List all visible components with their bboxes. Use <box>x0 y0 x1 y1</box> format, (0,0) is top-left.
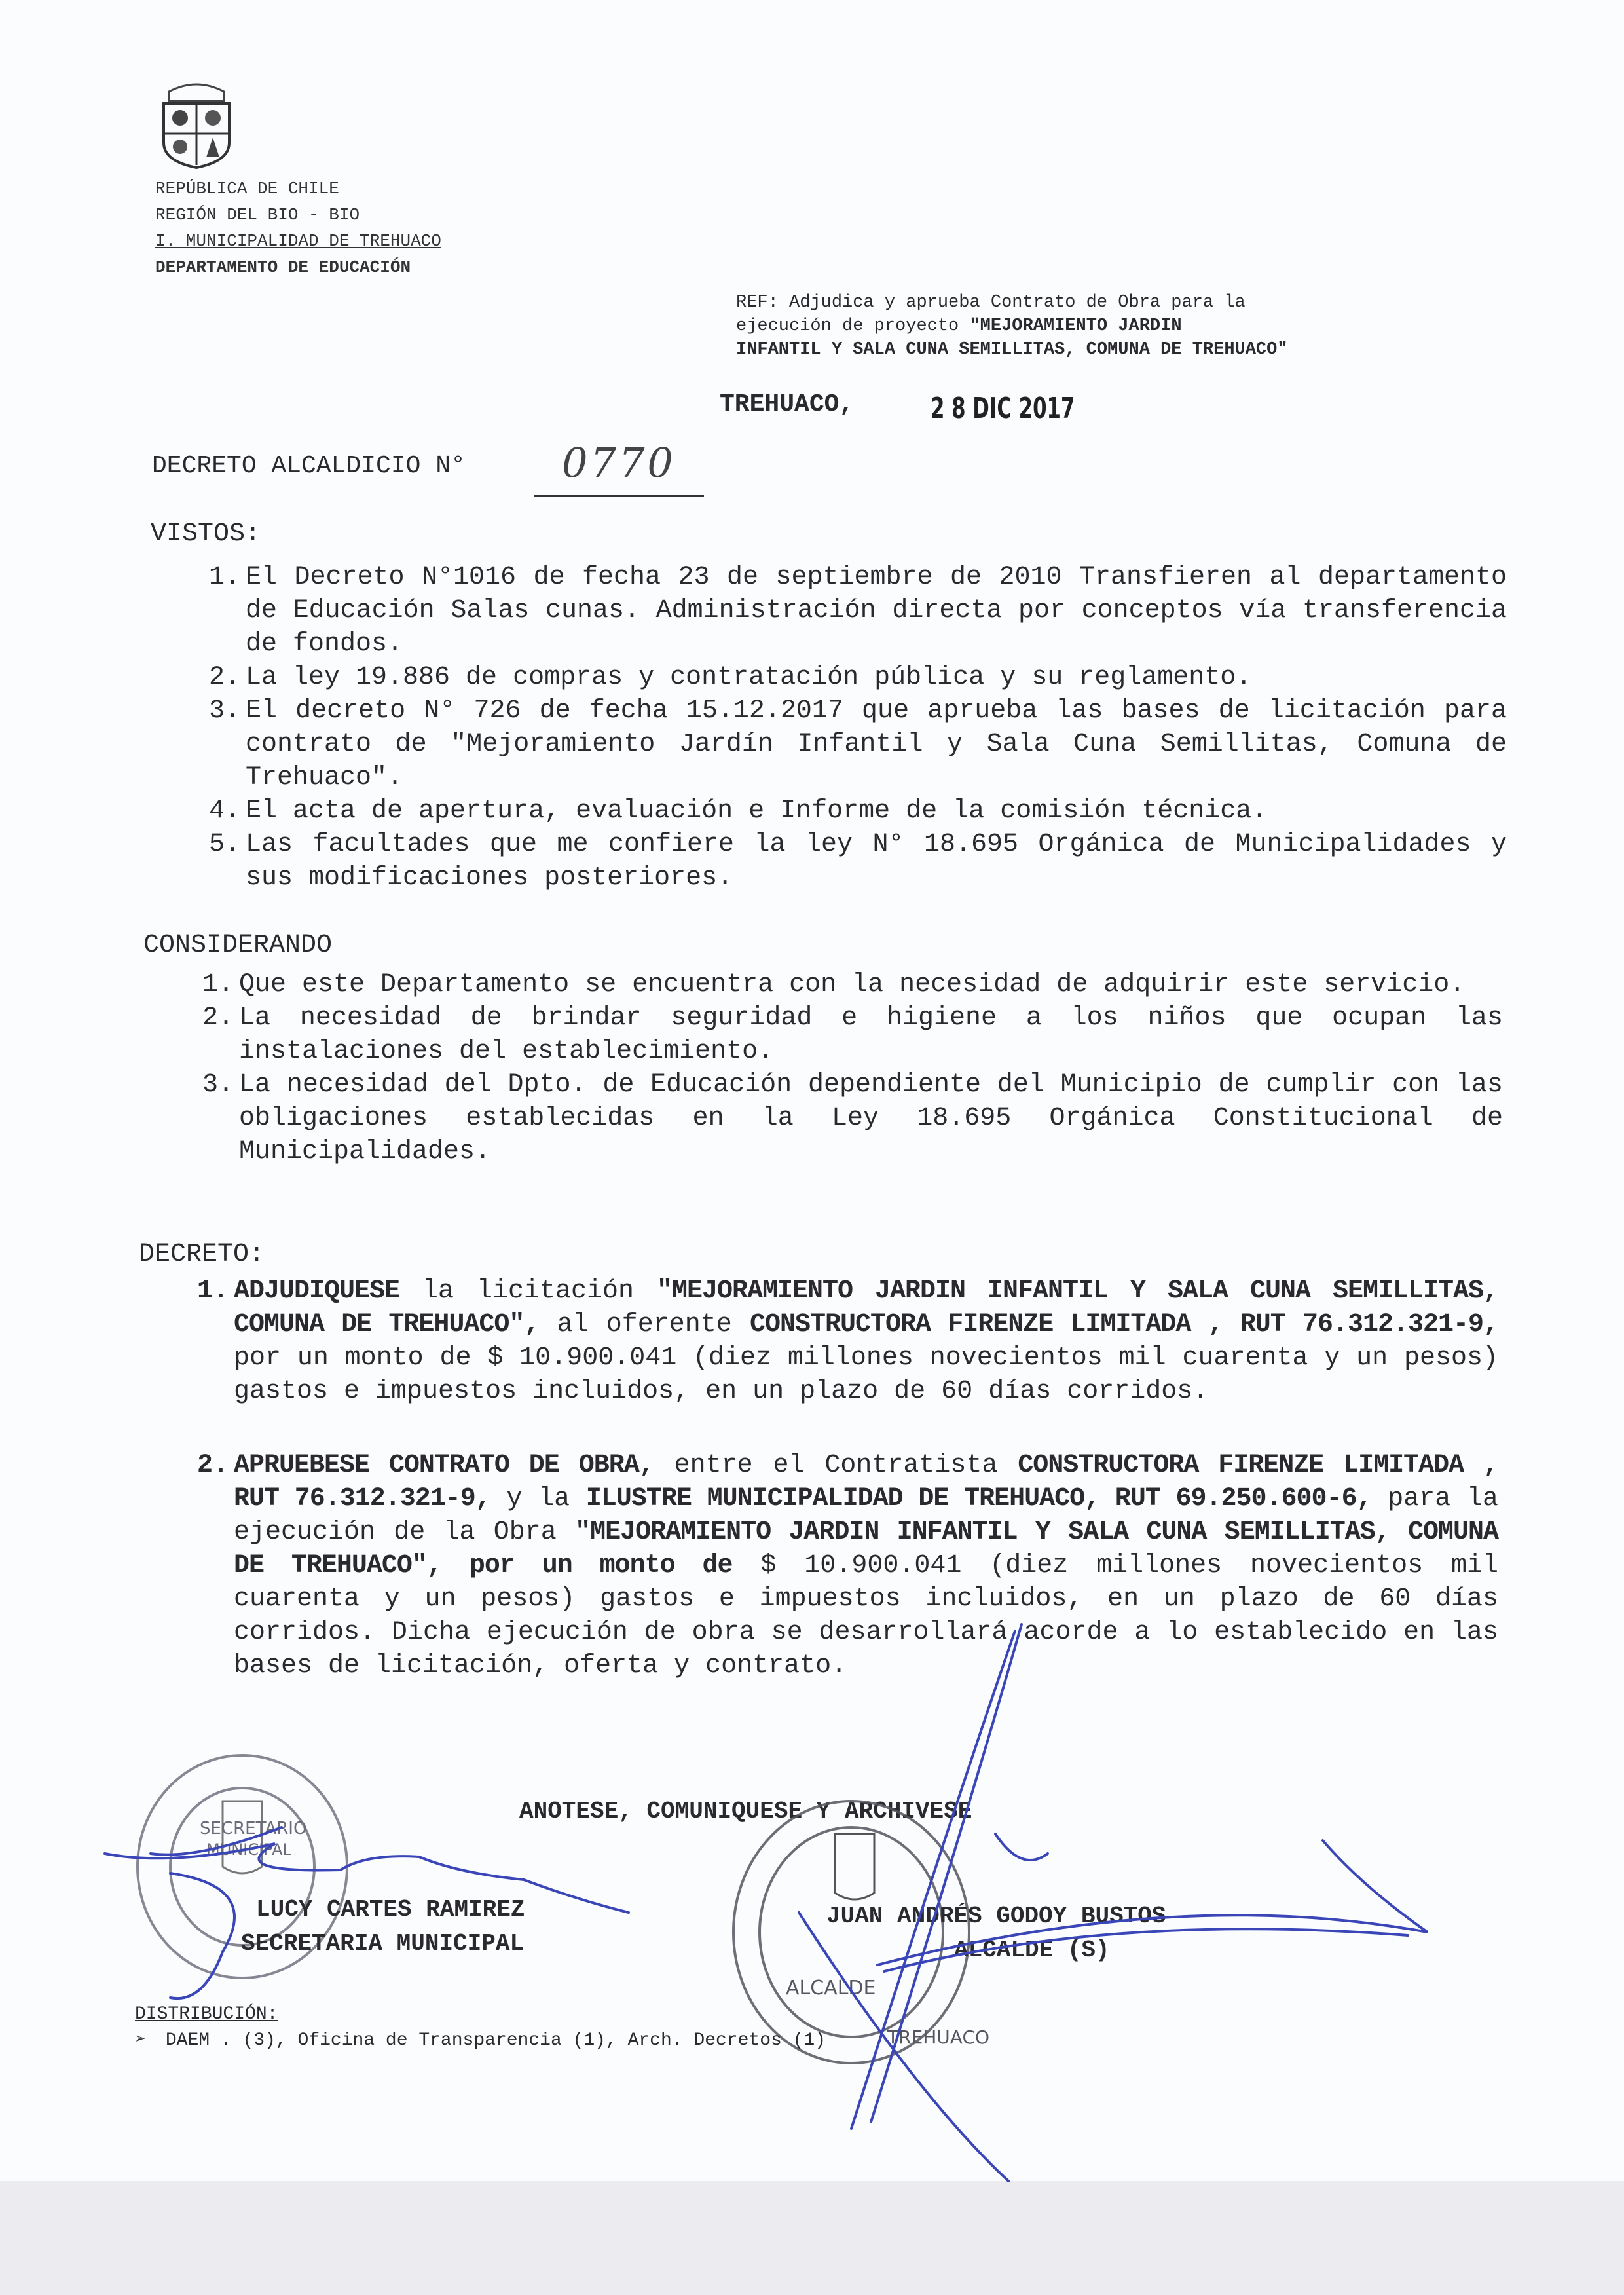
institution-header <box>155 176 441 280</box>
decreto-list <box>197 1275 1499 1683</box>
decree-number-handwritten: 0770 <box>534 439 704 497</box>
decreto-bold-text: "MEJORAMIENTO JARDIN INFANTIL Y SALA CUNA SEMILLITAS, COMUNA DE TREHUACO", por un monto de <box>234 1518 1498 1580</box>
ref-project-name: "MEJORAMIENTO JARDIN <box>969 316 1182 336</box>
mayor-title: ALCALDE (S) <box>954 1937 1110 1964</box>
mayor-name: JUAN ANDRÉS GODOY BUSTOS <box>826 1903 1166 1930</box>
decreto-text: y la <box>490 1484 586 1514</box>
vistos-list <box>209 561 1507 895</box>
decree-label <box>152 452 466 480</box>
closing-formula: ANOTESE, COMUNIQUESE Y ARCHIVESE <box>519 1798 972 1825</box>
considerando-item: 1. Que este Departamento se encuentra con la necesidad de adquirir este servicio. <box>202 970 1466 999</box>
decreto-bold-text: "MEJORAMIENTO JARDIN INFANTIL Y SALA CUNA SEMILLITAS, COMUNA DE TREHUACO", <box>234 1277 1498 1339</box>
decreto-text: para la ejecución de la Obra <box>234 1484 1499 1547</box>
considerando-item-text: La necesidad de brindar seguridad e higiene a los niños que ocupan las instalaciones del establecimiento. <box>239 1003 1503 1066</box>
secretary-name: LUCY CARTES RAMIREZ <box>256 1896 525 1923</box>
decreto-item: 1. ADJUDIQUESE la licitación "MEJORAMIENTO JARDIN INFANTIL Y SALA CUNA SEMILLITAS, COMUNA DE TREHUACO", al oferente CONSTRUCTORA FIRENZE LIMITADA , RUT 76.312.321-9, por un monto de $ 10.900.041 (diez millones novecientos mil cuarenta y un pesos) gastos e impuestos incluidos, en un plazo de 60 días corridos. <box>197 1277 1499 1406</box>
vistos-item-text: El Decreto N°1016 de fecha 23 de septiembre de 2010 Transfieren al departamento de Educación Salas cunas. Administración directa por conceptos vía transferencia de fondos. <box>246 563 1507 659</box>
decreto-bold-text: ADJUDIQUESE <box>234 1277 400 1306</box>
vistos-title: VISTOS: <box>151 519 261 549</box>
decreto-text: $ 10.900.041 (diez millones novecientos mil cuarenta y un pesos) gastos e impuestos incluidos, en un plazo de 60 días corridos. Dicha ejecución de obra se desarrollará acorde a lo establecido en las bases de licitación, oferta y contrato. <box>234 1551 1498 1681</box>
scan-margin <box>0 2181 1624 2295</box>
ref-line-3: INFANTIL Y SALA CUNA SEMILLITAS, COMUNA DE TREHUACO" <box>736 340 1288 360</box>
considerando-item: 2. La necesidad de brindar seguridad e higiene a los niños que ocupan las instalaciones del establecimiento. <box>202 1003 1503 1066</box>
place: TREHUACO, <box>720 390 855 419</box>
decreto-text: por un monto de $ 10.900.041 (diez millones novecientos mil cuarenta y un pesos) gastos e impuestos incluidos, en un plazo de 60 días corridos. <box>234 1343 1498 1406</box>
decreto-title: DECRETO: <box>139 1240 265 1269</box>
considerando-item: 3. La necesidad del Dpto. de Educación dependiente del Municipio de cumplir con las obligaciones establecidas en la Ley 18.695 Orgánica Constitucional de Municipalidades. <box>202 1070 1503 1166</box>
decreto-bold-text: CONSTRUCTORA FIRENZE LIMITADA , RUT 76.312.321-9, <box>749 1310 1499 1339</box>
date-stamp: 2 8 DIC 2017 <box>931 392 1075 425</box>
vistos-item: 3. El decreto N° 726 de fecha 15.12.2017 que aprueba las bases de licitación para contrato de "Mejoramiento Jardín Infantil y Sala Cuna Semillitas, Comuna de Trehuaco". <box>209 696 1507 793</box>
considerando-list <box>202 968 1503 1168</box>
decreto-text: la licitación <box>399 1277 657 1306</box>
reference-block <box>736 291 1288 362</box>
secretary-signature-block <box>241 1893 525 1961</box>
vistos-item-text: El acta de apertura, evaluación e Informe de la comisión técnica. <box>246 796 1268 826</box>
svg-text:MUNICIPAL: MUNICIPAL <box>206 1840 291 1859</box>
vistos-item: 2. La ley 19.886 de compras y contratación pública y su reglamento. <box>209 663 1252 692</box>
decreto-item: 2. APRUEBESE CONTRATO DE OBRA, entre el Contratista CONSTRUCTORA FIRENZE LIMITADA , RUT 76.312.321-9, y la ILUSTRE MUNICIPALIDAD DE TREHUACO, RUT 69.250.600-6, para la ejecución de la Obra "MEJORAMIENTO JARDIN INFANTIL Y SALA CUNA SEMILLITAS, COMUNA DE TREHUACO", por un monto de $ 10.900.041 (diez millones novecientos mil cuarenta y un pesos) gastos e impuestos incluidos, en un plazo de 60 días corridos. Dicha ejecución de obra se desarrollará acorde a lo establecido en las bases de licitación, oferta y contrato. <box>197 1451 1499 1681</box>
considerando-title: CONSIDERANDO <box>143 931 333 960</box>
mayor-signature-block <box>826 1899 1166 1968</box>
decreto-text: entre el Contratista <box>654 1451 1018 1480</box>
distribution-text: DAEM . (3), Oficina de Transparencia (1), Arch. Decretos (1) <box>165 2030 826 2051</box>
header-line-department: DEPARTAMENTO DE EDUCACIÓN <box>155 257 411 277</box>
header-line-region: REGIÓN DEL BIO - BIO <box>155 205 360 225</box>
secretary-title: SECRETARIA MUNICIPAL <box>241 1930 525 1957</box>
header-line-country: REPÚBLICA DE CHILE <box>155 179 339 198</box>
ref-line-2: ejecución de proyecto <box>736 316 970 336</box>
svg-text:TREHUACO: TREHUACO <box>887 2026 990 2048</box>
decreto-text: al oferente <box>539 1310 750 1339</box>
vistos-item-text: El decreto N° 726 de fecha 15.12.2017 que aprueba las bases de licitación para contrato de "Mejoramiento Jardín Infantil y Sala Cuna Semillitas, Comuna de Trehuaco". <box>246 696 1507 793</box>
decreto-bold-text: APRUEBESE CONTRATO DE OBRA, <box>234 1451 654 1480</box>
svg-text:SECRETARIO: SECRETARIO <box>200 1819 307 1838</box>
decree-label-text: DECRETO ALCALDICIO N° <box>152 452 466 480</box>
vistos-item: 1. El Decreto N°1016 de fecha 23 de septiembre de 2010 Transfieren al departamento de Educación Salas cunas. Administración directa por conceptos vía transferencia de fondos. <box>209 563 1507 659</box>
considerando-item-text: Que este Departamento se encuentra con la necesidad de adquirir este servicio. <box>239 970 1466 999</box>
considerando-item-text: La necesidad del Dpto. de Educación dependiente del Municipio de cumplir con las obligaciones establecidas en la Ley 18.695 Orgánica Constitucional de Municipalidades. <box>239 1070 1503 1166</box>
svg-text:ALCALDE: ALCALDE <box>786 1977 876 2000</box>
vistos-item-text: La ley 19.886 de compras y contratación pública y su reglamento. <box>246 663 1252 692</box>
decreto-bold-text: CONSTRUCTORA FIRENZE LIMITADA , RUT 76.312.321-9, <box>234 1451 1499 1514</box>
vistos-item-text: Las facultades que me confiere la ley N° 18.695 Orgánica de Municipalidades y sus modificaciones posteriores. <box>246 830 1507 893</box>
ref-line-1: REF: Adjudica y aprueba Contrato de Obra para la <box>736 293 1246 312</box>
vistos-item: 5. Las facultades que me confiere la ley N° 18.695 Orgánica de Municipalidades y sus modificaciones posteriores. <box>209 830 1507 893</box>
decreto-bold-text: ILUSTRE MUNICIPALIDAD DE TREHUACO, RUT 69.250.600-6, <box>585 1484 1372 1514</box>
distribution-block <box>135 2002 826 2054</box>
distribution-title: DISTRIBUCIÓN: <box>135 2004 278 2024</box>
vistos-item: 4. El acta de apertura, evaluación e Informe de la comisión técnica. <box>209 796 1268 826</box>
bullet-arrow-icon: ➢ <box>135 2030 146 2051</box>
municipal-crest-logo <box>156 77 237 169</box>
header-line-municipality: I. MUNICIPALIDAD DE TREHUACO <box>155 231 441 251</box>
